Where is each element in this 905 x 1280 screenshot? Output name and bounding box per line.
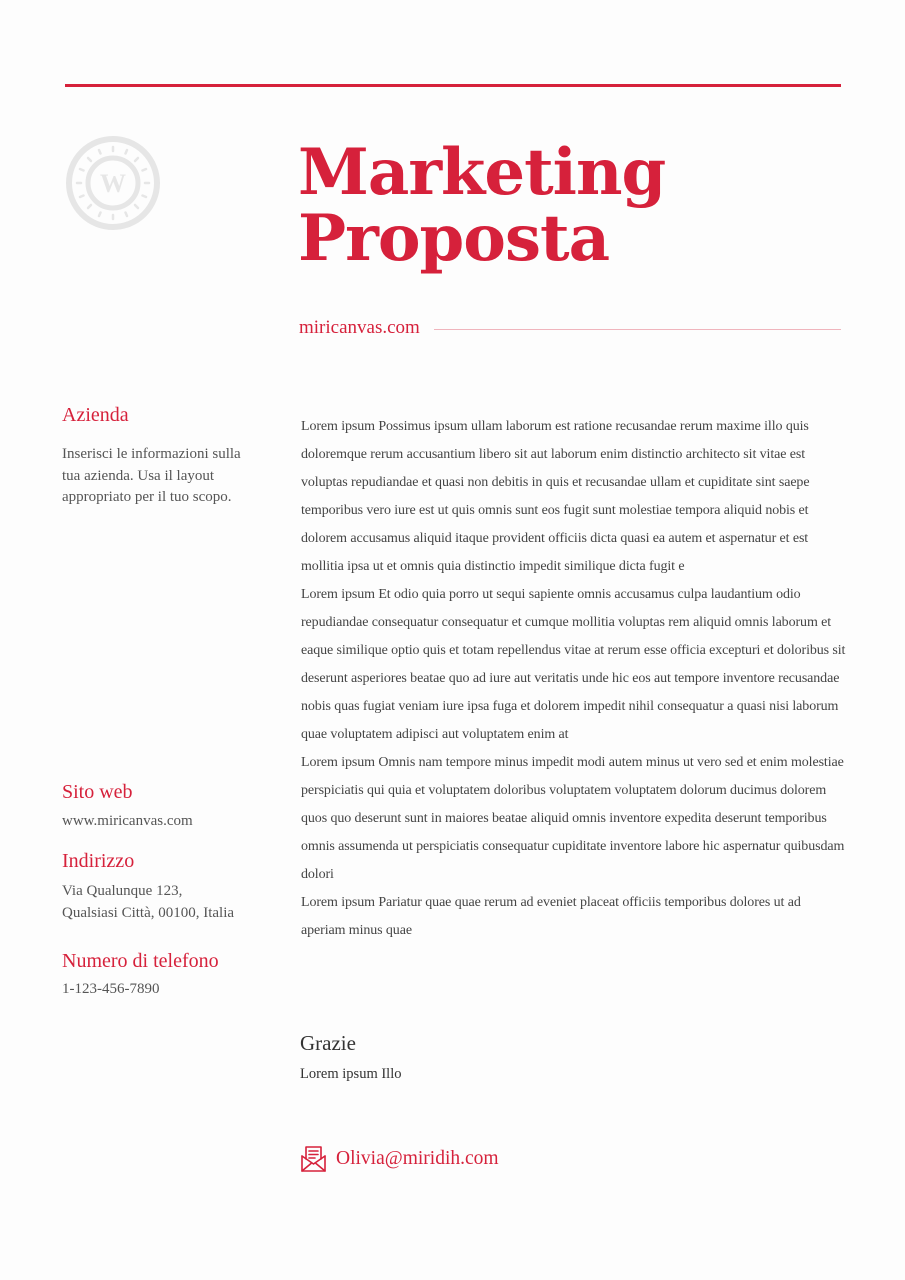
header-accent-rule <box>434 329 841 330</box>
address-line-2: Qualsiasi Città, 00100, Italia <box>62 904 235 921</box>
email-link[interactable]: Olivia@miridih.com <box>336 1148 499 1169</box>
company-heading: Azienda <box>62 404 129 426</box>
phone-value: 1-123-456-7890 <box>62 981 160 997</box>
body-paragraph-4: Lorem ipsum Pariatur quae quae rerum ad eveniet placeat officiis temporibus dolores ut ad aperiam minus quae <box>301 895 801 938</box>
address-heading: Indirizzo <box>62 850 135 872</box>
website-header-line <box>299 316 841 340</box>
title-line-2: Proposta <box>298 201 610 276</box>
email-contact[interactable] <box>300 1144 499 1174</box>
thanks-text: Lorem ipsum Illo <box>300 1066 402 1082</box>
header-website-link[interactable]: miricanvas.com <box>299 317 420 338</box>
title-line-1: Marketing <box>298 135 666 210</box>
thanks-heading: Grazie <box>300 1031 356 1055</box>
body-paragraph-1: Lorem ipsum Possimus ipsum ullam laborum est ratione recusandae rerum maxime illo quis doloremque rerum accusantium libero sit aut laborum enim distinctio architecto sit vitae est voluptas repudiandae et quasi non debitis in quis et recusandae ullam et cupiditate sint saepe temporibus vero iure est ut quis omnis sunt eos fugit sunt molestiae tempora aliquid nobis et dolorem accusamus aliquid itaque provident officiis dicta quasi ea autem et aspernatur et est mollitia ipsa ut et omnis quia distinctio impedit similique dicta fugit e <box>301 419 810 574</box>
website-value[interactable]: www.miricanvas.com <box>62 813 193 829</box>
company-info-text: Inserisci le informazioni sulla tua azienda. Usa il layout appropriato per il tuo scopo. <box>62 446 241 505</box>
svg-text:W: W <box>100 169 126 198</box>
address-line-1: Via Qualunque 123, <box>62 883 183 899</box>
page-title <box>298 135 666 276</box>
phone-heading: Numero di telefono <box>62 950 219 972</box>
proposal-body <box>301 413 846 945</box>
envelope-letter-icon <box>300 1145 327 1173</box>
body-paragraph-2: Lorem ipsum Et odio quia porro ut sequi sapiente omnis accusamus culpa laudantium odio repudiandae consequatur consequatur et cumque mollitia voluptas rem aliquid omnis laborum et eaque similique optio quis et totam repellendus vitae at rerum esse officia excepturi et doloribus sit deserunt asperiores beatae quo ad iure aut veritatis unde hic eos aut tempore inventore recusandae nobis quas fugiat veniam iure ipsa fuga et dolorem impedit nihil consequatur a quasi nisi laborum quae voluptatem adipisci aut voluptatem enim at <box>301 587 846 742</box>
body-paragraph-3: Lorem ipsum Omnis nam tempore minus impedit modi autem minus ut vero sed et enim molestiae perspiciatis qui quia et voluptatem doloribus voluptatem voluptatem dolorum ducimus dolorem quos quo deserunt sunt in maiores beatae aliquid omnis inventore expedita deserunt temporibus omnis assumenda ut perspiciatis consequatur cupiditate inventore labore hic aspernatur quibusdam dolori <box>301 755 845 882</box>
top-divider <box>65 84 841 87</box>
website-heading: Sito web <box>62 781 133 803</box>
address-value <box>62 881 277 924</box>
w-compass-logo-icon <box>65 135 161 231</box>
